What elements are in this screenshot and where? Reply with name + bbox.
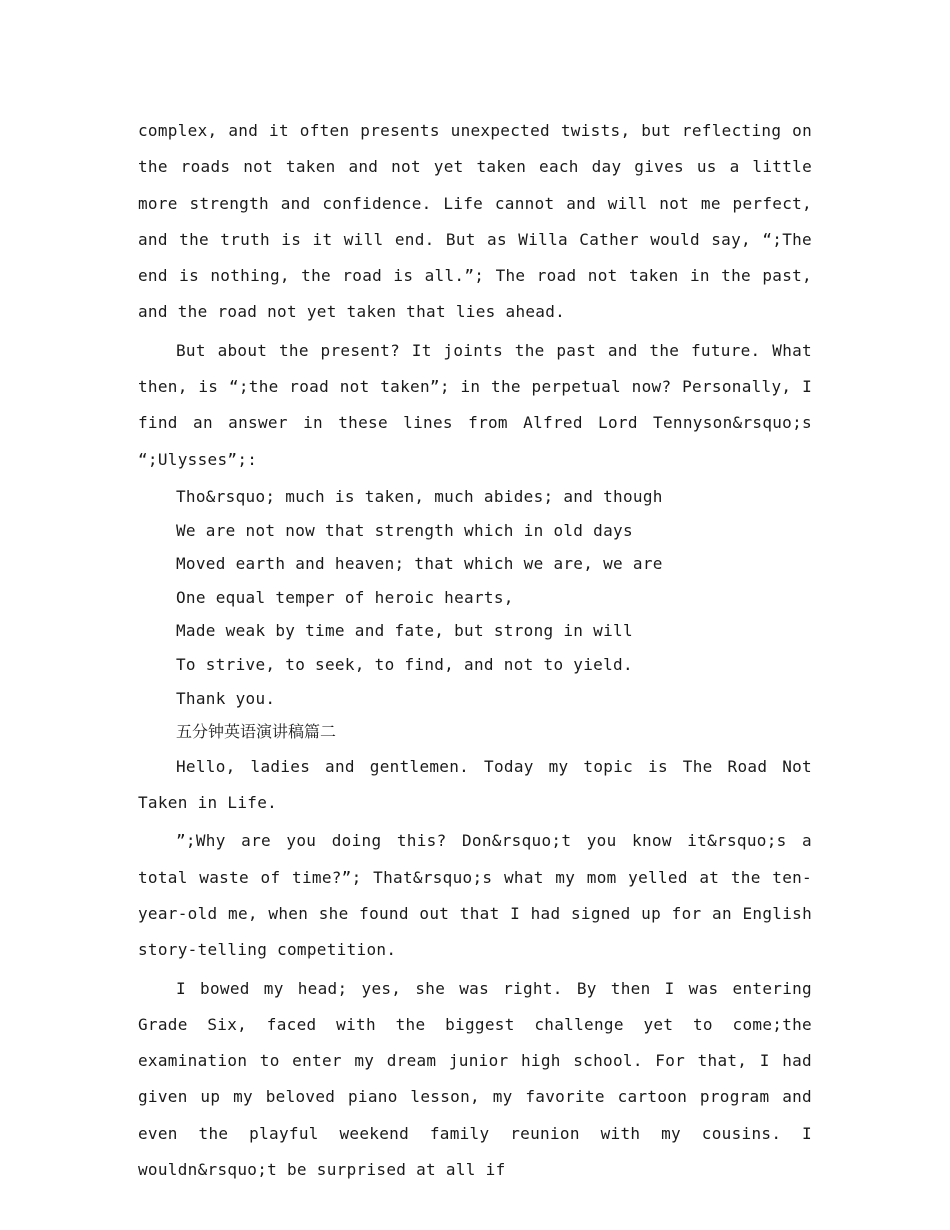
paragraph: ”;Why are you doing this? Don&rsquo;t you know it&rsquo;s a total waste of time?”; That&rsquo;s what my mom yelled at the ten-year-old me, when she found out that I had signed up for an English story-telling competition.	[138, 831, 812, 960]
paragraph: complex, and it often presents unexpected twists, but reflecting on the roads not taken and not yet taken each day gives us a little more strength and confidence. Life cannot and will not me perfect, and the truth is it will end. But as Willa Cather would say, “;The end is nothing, the road is all.”; The road not taken in the past, and the road not yet taken that lies ahead.	[138, 121, 812, 322]
poem-quote	[138, 480, 812, 715]
document-page	[138, 113, 812, 1190]
poem-line: Moved earth and heaven; that which we are, we are	[176, 554, 663, 574]
poem-line: One equal temper of heroic hearts,	[176, 587, 514, 607]
paragraph: Hello, ladies and gentlemen. Today my topic is The Road Not Taken in Life.	[138, 756, 812, 813]
poem-line: To strive, to seek, to find, and not to yield.	[176, 654, 633, 674]
poem-line: Made weak by time and fate, but strong in will	[176, 621, 633, 641]
poem-line: Tho&rsquo; much is taken, much abides; and though	[176, 486, 663, 506]
section-heading: 五分钟英语演讲稿篇二	[176, 722, 337, 742]
poem-line: We are not now that strength which in old days	[176, 520, 633, 540]
paragraph: I bowed my head; yes, she was right. By then I was entering Grade Six, faced with the biggest challenge yet to come;the examination to enter my dream junior high school. For that, I had given up my beloved piano lesson, my favorite cartoon program and even the playful weekend family reunion with my cousins. I wouldn&rsquo;t be surprised at all if	[138, 978, 812, 1179]
paragraph: But about the present? It joints the past and the future. What then, is “;the road not taken”; in the perpetual now? Personally, I find an answer in these lines from Alfred Lord Tennyson&rsquo;s “;Ulysses”;:	[138, 340, 812, 469]
closing-line: Thank you.	[176, 688, 276, 708]
